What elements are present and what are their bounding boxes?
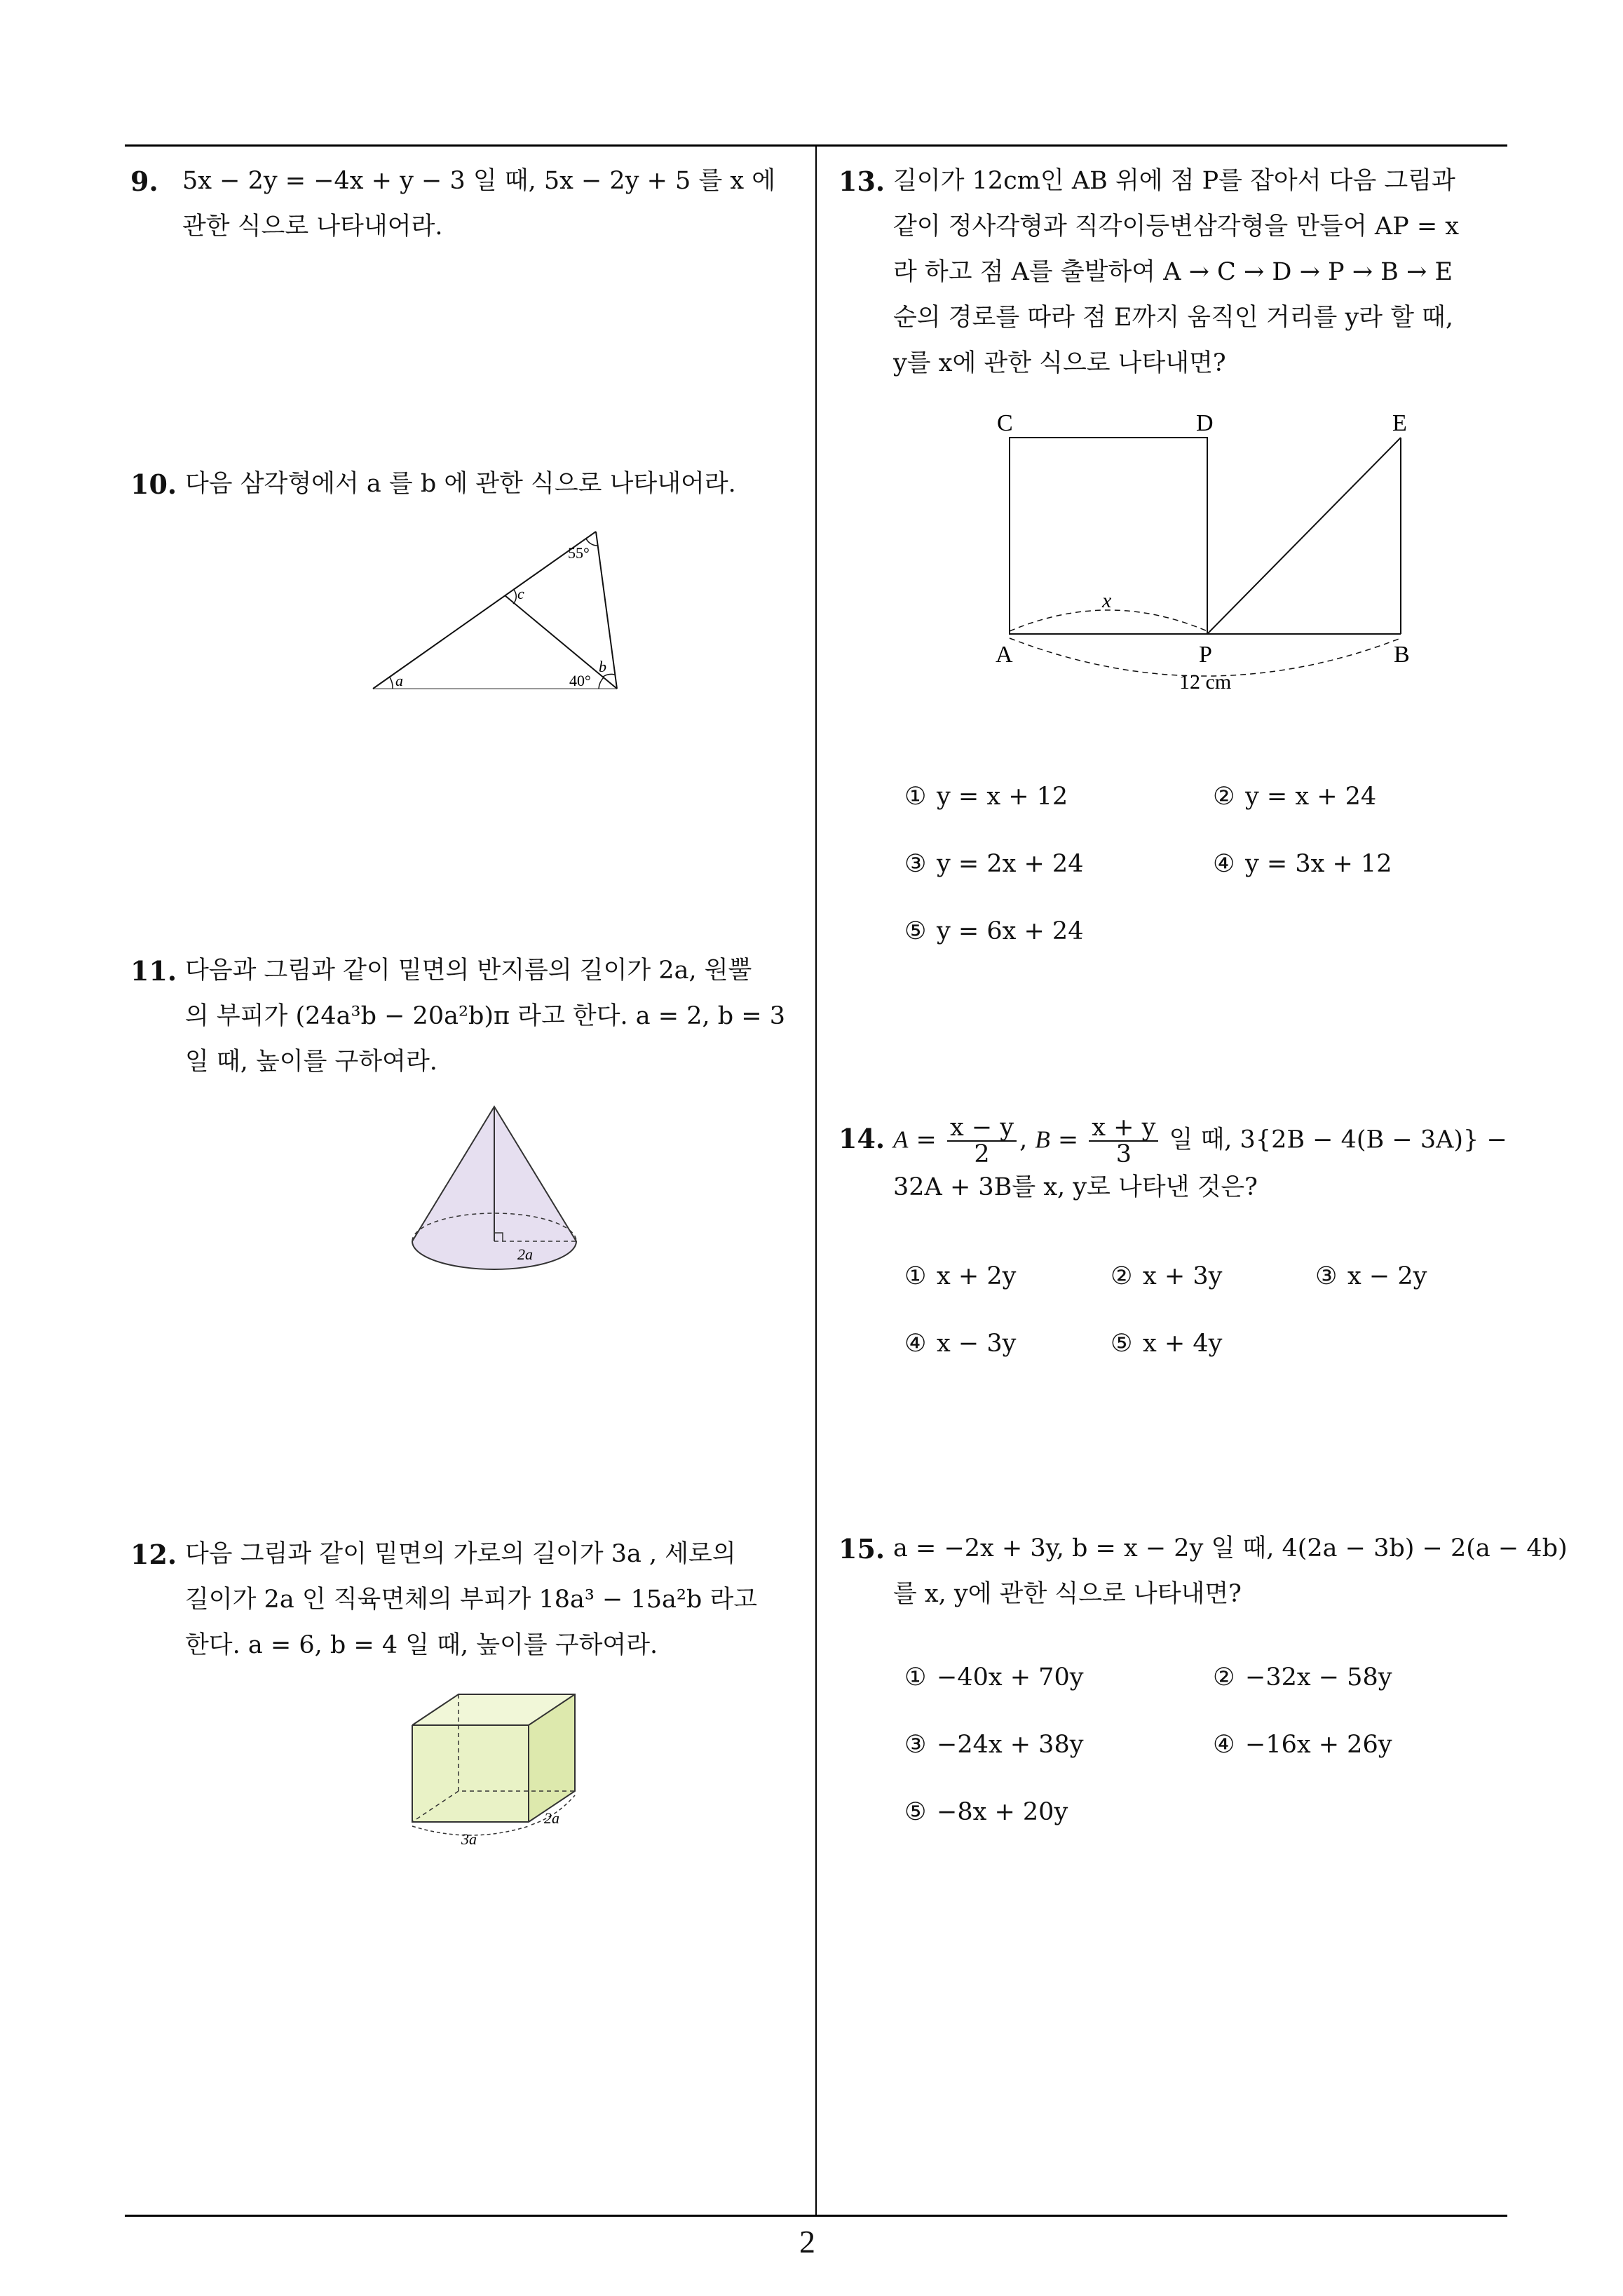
choice[interactable]: ① −40x + 70y [904,1663,1084,1691]
angle-label: 40° [569,672,591,689]
choice[interactable]: ③ x − 2y [1315,1262,1427,1290]
page-number: 2 [799,2224,815,2260]
choice[interactable]: ② y = x + 24 [1213,783,1377,811]
question-number: 9. [130,166,158,197]
depth-label: 2a [544,1809,559,1827]
fraction-a: $\frac{x - y}{2}$ [947,1115,1017,1167]
question-text: 길이가 2a 인 직육면체의 부피가 18a³ − 15a²b 라고 [185,1586,758,1614]
question-text: 같이 정사각형과 직각이등변삼각형을 만들어 AP = x [893,212,1460,241]
choice[interactable]: ④ −16x + 26y [1213,1731,1392,1759]
question-text: 일 때, 3{2B − 4(B − 3A)} − [1169,1126,1507,1154]
question-text: 다음과 그림과 같이 밑면의 반지름의 길이가 2a, 원뿔 [185,957,752,985]
choice[interactable]: ⑤ −8x + 20y [904,1798,1068,1826]
choice[interactable]: ⑤ x + 4y [1111,1330,1223,1358]
cuboid-figure [407,1689,589,1850]
point-label: E [1392,410,1407,436]
cone-figure [407,1101,582,1290]
question-text: 라 하고 점 A를 출발하여 A → C → D → P → B → E [893,258,1453,286]
choice[interactable]: ③ −24x + 38y [904,1731,1084,1759]
radius-label: 2a [517,1245,533,1263]
angle-label: a [395,672,403,689]
point-label: A [996,642,1013,668]
question-text: 한다. a = 6, b = 4 일 때, 높이를 구하여라. [185,1631,658,1659]
choice[interactable]: ② x + 3y [1111,1262,1223,1290]
angle-label: c [517,585,524,602]
choice[interactable]: ① x + 2y [904,1262,1017,1290]
choice[interactable]: ③ y = 2x + 24 [904,850,1084,878]
choice[interactable]: ④ y = 3x + 12 [1213,850,1392,878]
question-text: 길이가 12cm인 AB 위에 점 P를 잡아서 다음 그림과 [893,167,1455,195]
segment-label: 12 cm [1179,670,1232,694]
square-triangle-figure [982,405,1430,707]
choice[interactable]: ② −32x − 58y [1213,1663,1392,1691]
question-number: 11. [130,955,177,987]
choice[interactable]: ④ x − 3y [904,1330,1017,1358]
choice[interactable]: ① y = x + 12 [904,783,1068,811]
question-text: 순의 경로를 따라 점 E까지 움직인 거리를 y라 할 때, [893,304,1453,332]
question-text: 5x − 2y = −4x + y − 3 일 때, 5x − 2y + 5 를 x 에 [182,167,776,195]
point-label: C [997,410,1013,436]
segment-label: x [1102,589,1112,612]
angle-label: 55° [568,544,590,562]
fraction-b: $\frac{x + y}{3}$ [1089,1115,1158,1167]
question-text: 의 부피가 (24a³b − 20a²b)π 라고 한다. a = 2, b = 3 [185,1002,786,1030]
question-text: 일 때, 높이를 구하여라. [185,1048,437,1076]
question-text: 다음 그림과 같이 밑면의 가로의 길이가 3a , 세로의 [185,1540,736,1568]
width-label: 3a [461,1830,477,1848]
question-number: 13. [838,166,885,197]
bottom-rule [125,2215,1507,2217]
question-text: a = −2x + 3y, b = x − 2y 일 때, 4(2a − 3b) − 2(a − 4b) [893,1534,1568,1562]
column-divider [815,144,817,2217]
point-label: B [1394,642,1410,668]
question-number: 10. [130,468,177,500]
question-text: 다음 삼각형에서 a 를 b 에 관한 식으로 나타내어라. [185,470,736,498]
question-text: 를 x, y에 관한 식으로 나타내면? [893,1580,1242,1608]
point-label: P [1199,642,1212,668]
question-number: 15. [838,1533,885,1565]
question-number: 14. [838,1123,885,1154]
question-number: 12. [130,1539,177,1570]
angle-label: b [599,658,606,675]
question-text: 32A + 3B를 x, y로 나타낸 것은? [893,1173,1258,1201]
point-label: D [1196,410,1214,436]
triangle-figure [365,519,631,701]
question-text: y를 x에 관한 식으로 나타내면? [893,349,1226,377]
question-text: 관한 식으로 나타내어라. [182,212,443,241]
choice[interactable]: ⑤ y = 6x + 24 [904,917,1084,945]
